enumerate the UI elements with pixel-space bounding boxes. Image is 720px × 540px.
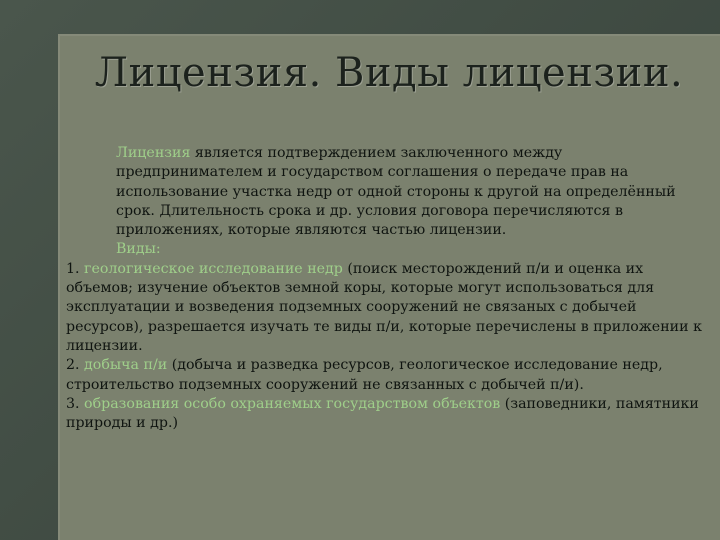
list-item-number: 1. (66, 260, 85, 277)
list-item-number: 3. (66, 395, 85, 412)
intro-text: является подтверждением заключенного между предпринимателем и государством соглашения о передаче прав на использование участка недр от одной стороны к другой на определённый срок. Длительность срока и др. условия договора перечисляются в приложениях, которые являются частью лицензии. (116, 145, 676, 239)
list-item-term: добыча п/и (84, 357, 168, 374)
list-item (66, 356, 708, 395)
types-heading (66, 240, 708, 259)
list-item-term: геологическое исследование недр (84, 260, 343, 277)
intro-paragraph (66, 144, 708, 240)
list-item-term: образования особо охраняемых государством объектов (84, 395, 501, 412)
intro-term: Лицензия (116, 145, 191, 161)
list-item-number: 2. (66, 357, 85, 374)
slide-title: Лицензия. Виды лицензии. (94, 50, 684, 96)
slide-body (66, 144, 708, 433)
list-item-text: (заповедники, памятники природы и др.) (66, 395, 699, 432)
list-item-text: (поиск месторождений п/и и оценка их объемов; изучение объектов земной коры, которые могут использоваться для эксплуатации и возведения подземных сооружений не связаных с добычей ресурсов), разрешается изучать те виды п/и, которые перечислены в приложении к лицензии. (66, 260, 702, 354)
list-item (66, 260, 708, 356)
types-heading-label: Виды: (116, 241, 161, 258)
list-item (66, 395, 708, 434)
list-item-text: (добыча и разведка ресурсов, геологическое исследование недр, строительство подземных сооружений не связанных с добычей п/и). (66, 357, 663, 393)
